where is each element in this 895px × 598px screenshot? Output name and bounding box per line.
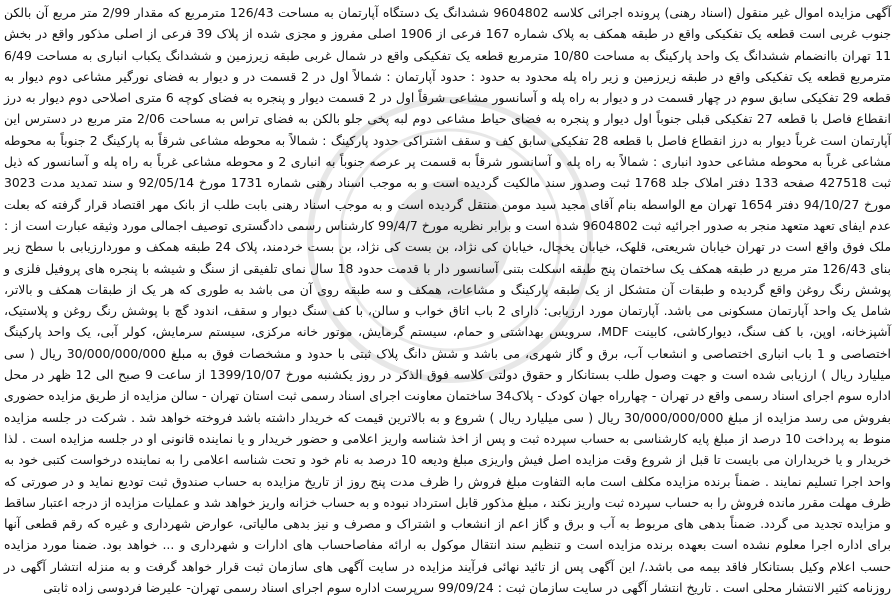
notice-body-text: آگهی مزایده اموال غیر منقول (اسناد رهنی) پرونده اجرائی کلاسه 9604802 ششدانگ یک دستگاه آپارتمان به مساحت 126/43 مترمربع که مقدار 2/99 متر مربع آن بالکن جنوب غربی است قطعه یک تفکیکی واقع در طبقه همکف به پلاک شماره 167 فرعی از 1906 اصلی مفروز و مجزی شده از پلاک 39 فرعی از اصلی مذکور واقع در بخش 11 تهران باانضمام ششدانگ یک واحد پارکینگ به مساحت 10/80 مترمربع قطعه یک تفکیکی واقع در شمال غربی طبقه زیرزمین و ششدانگ یکباب انباری به مساحت 6/49 مترمربع قطعه یک تفکیکی واقع در طبقه زیرزمین و زیر راه پله محدود به حدود : حدود آپارتمان : شمالاً اول در 2 قسمت در و دیوار به فضای نورگیر مشاعی دوم دیوار به قطعه 29 تفکیکی سابق سوم در چهار قسمت در و دیوار به راه پله و آسانسور مشاعی شرقاً اول در 2 قسمت دیوار و پنجره به فضای کوچه 6 متری اصلاحی دوم دیوار به درز انقطاع فاصل با قطعه 27 تفکیکی قبلی جنوباً اول دیوار و پنجره به فضای حیاط مشاعی دوم لبه پخی جلو بالکن به فضای تراس به مساحت 2/06 متر مربع در دسترس این آپارتمان است غرباً دیوار به درز انقطاع فاصل با قطعه 28 تفکیکی سابق کف و سقف اشتراکی حدود پارکینگ : شمالاً به محوطه مشاعی شرقاً به پارکینگ 2 جنوباً به محوطه مشاعی غرباً به محوطه مشاعی حدود انباری : شمالاً به راه پله و آسانسور شرقاً به قسمت پر عرصه جنوباً به انباری 2 و محوطه مشاعی غرباً به راه پله و آسانسور که ذیل ثبت 427518 صفحه 133 دفتر املاک جلد 1768 ثبت وصدور سند مالکیت گردیده است و به موجب اسناد رهنی شماره 1731 مورخ 92/05/14 و سند تمدید مدت 3023 مورخ 94/10/27 دفتر 1654 تهران مع الواسطه بنام آقای مجید سید مومن منتقل گردیده است و به موجب اسناد رهنی بابت طلب از بانک مهر اقتصاد قرار گرفته که بعلت عدم ایفای تعهد متعهد منجر به صدور اجرائیه ثبت 9604802 شده است و برابر نظریه مورخ 99/4/7 کارشناس رسمی دادگستری توصیف اجمالی مورد وثیقه عبارت است از : ملک فوق واقع است در تهران خیابان شریعتی، قلهک، خیابان یخچال، خیابان کی نژاد، بن بست کی نژاد، بن بست خردمند، پلاک 24 طبقه همکف و موردارزیابی با سطح زیر بنای 126/43 متر مربع در طبقه همکف یک ساختمان پنج طبقه اسکلت بتنی آسانسور دار با قدمت حدود 18 سال نمای تلفیقی از سنگ و شیشه با پنجره های پروفیل فلزی و پوشش رنگ روغن واقع گردیده و طبقات آن متشکل از یک طبقه پارکینگ و مشاعات، همکف و سه طبقه روی آن می باشد به طوری که هر یک از طبقات همکف و بالاتر، شامل یک واحد آپارتمان مسکونی می باشد. آپارتمان مورد ارزیابی: دارای 2 باب اتاق خواب و سالن، با کف سنگ دیوار و سقف، اندود گچ با پوشش رنگ روغن و پلاستیک، آشپزخانه، اوپن، با کف سنگ، دیوارکاشی، کابینت MDF، سرویس بهداشتی و حمام، سیستم گرمایش، موتور خانه مرکزی، سیستم سرمایش، کولر آبی، یک واحد پارکینگ اختصاصی و 1 باب انباری اختصاصی و انشعاب آب، برق و گاز شهری، می باشد و شش دانگ پلاک ثبتی با حدود و مشخصات فوق به مبلغ 30/000/000/000 ریال ( سی میلیارد ریال ) ارزیابی شده است و جهت وصول طلب بستانکار و حقوق دولتی کلاسه فوق الذکر در روز یکشنبه مورخ 1399/10/07 از ساعت 9 صبح الی 12 ظهر در محل اداره سوم اجرای اسناد رسمی واقع در تهران - چهارراه جهان کودک - پلاک34 ساختمان معاونت اجرای اسناد رسمی ثبت استان تهران - سالن مزایده از طریق مزایده حضوری بفروش می رسد مزایده از مبلغ 30/000/000/000 ریال ( سی میلیارد ریال ) شروع و به بالاترین قیمت که خریدار داشته باشد فروخته خواهد شد . شرکت در جلسه مزایده منوط به پرداخت 10 درصد از مبلغ پایه کارشناسی به حساب سپرده ثبت و پس از اخذ شناسه واریز اعلامی و حضور خریدار و یا نماینده قانونی او در جلسه مزایده است . لذا خریدار و یا خریداران می بایست تا قبل از شروع وقت مزایده اصل فیش واریزی مبلغ ودیعه 10 درصد به نام خود و تحت شناسه اعلامی را به نماینده درخواست کتبی خود به واحد اجرا تسلیم نمایند . ضمناً برنده مزایده مکلف است مابه التفاوت مبلغ فروش را ظرف مدت پنج روز از تاریخ مزایده به حساب صندوق ثبت تودیع نماید و در صورتی که ظرف مهلت مقرر مانده فروش را به حساب سپرده ثبت واریز نکند ، مبلغ مذکور قابل استرداد نبوده و به حساب خزانه واریز خواهد شد و عملیات مزایده از درجه اعتبار ساقط و مزایده تجدید می گردد. ضمناً بدهی های مربوط به آب و برق و گاز اعم از انشعاب و اشتراک و مصرف و نیز بدهی مالیاتی، عوارض شهرداری و غیره که رقم قطعی آنها برای اداره اجرا معلوم نشده است بعهده برنده مزایده است و تنظیم سند انتقال موکول به ارائه مفاصاحساب های ادارات و شهرداری و ... خواهد بود. ضمنا مورد مزایده حسب اعلام وکیل بستانکار فاقد بیمه می باشد./ این آگهی پس از تائید نهائی فرآیند مزایده در سایت آگهی های سازمان ثبت قرار خواهد گرفت و به منزله انتشار آگهی در روزنامه کثیر الانتشار محلی است . تاریخ انتشار آگهی در سایت سازمان ثبت : 99/09/24 سرپرست اداره سوم اجرای اسناد رسمی تهران- علیرضا فردوسی زاده ثابتی — [4, 5, 892, 596]
auction-notice — [4, 2, 892, 596]
